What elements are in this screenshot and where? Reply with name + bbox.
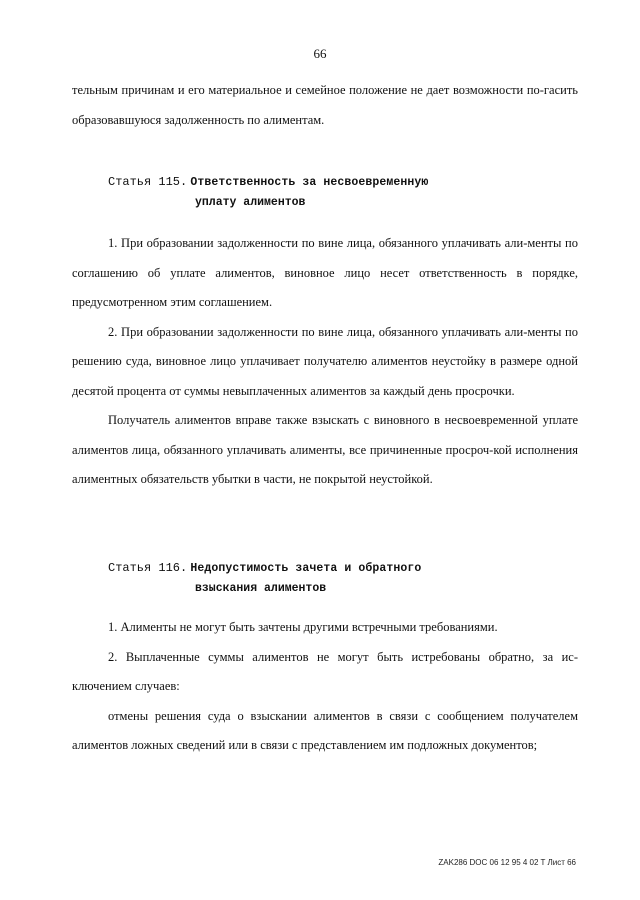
article-116-title-line1: Недопустимость зачета и обратного [190,562,422,575]
article-115-heading [108,171,428,213]
article-116-paragraph-3: отмены решения суда о взыскании алиментов в связи с сообщением получателем алиментов ложных сведений или в связи с представлением им подложных документов; [72,708,578,752]
article-115-paragraph-3: Получатель алиментов вправе также взыскать с виновного в несвоевременной уплате алиментов лица, обязанного уплачивать алименты, все причиненные просроч-кой исполнения алиментных обязательств убытки в части, не покрытой неустойкой. [72,413,578,486]
article-116-paragraph-2: 2. Выплаченные суммы алиментов не могут быть истребованы обратно, за ис-ключением случаев: [72,649,578,693]
article-115-paragraph-2: 2. При образовании задолженности по вине лица, обязанного уплачивать али-менты по решению суда, виновное лицо уплачивает получателю алиментов неустойку в размере одной десятой процента от суммы невыплаченных алиментов за каждый день просрочки. [72,324,578,398]
document-footer: ZAK286 DOC 06 12 95 4 02 T Лист 66 [438,858,576,867]
article-115-body [72,229,578,495]
article-116-paragraph-1: 1. Алименты не могут быть зачтены другими встречными требованиями. [108,620,498,634]
page-number: 66 [313,46,327,61]
article-115-title-line2: уплату алиментов [195,196,306,209]
article-115-paragraph-1: 1. При образовании задолженности по вине лица, обязанного уплачивать али-менты по соглашению об уплате алиментов, виновное лицо несет ответственность в порядке, предусмотренном этим соглашением. [72,236,578,309]
article-116-title-line2: взыскания алиментов [195,582,327,595]
article-116-body [72,613,578,761]
intro-text-block [72,76,578,135]
intro-paragraph: тельным причинам и его материальное и семейное положение не дает возможности по-гасить образовавшуюся задолженность по алиментам. [72,83,578,127]
article-115-title-line1: Ответственность за несвоевременную [190,176,429,189]
article-115-prefix: Статья 115. [108,175,188,189]
article-116-heading [108,557,421,599]
article-116-prefix: Статья 116. [108,561,188,575]
